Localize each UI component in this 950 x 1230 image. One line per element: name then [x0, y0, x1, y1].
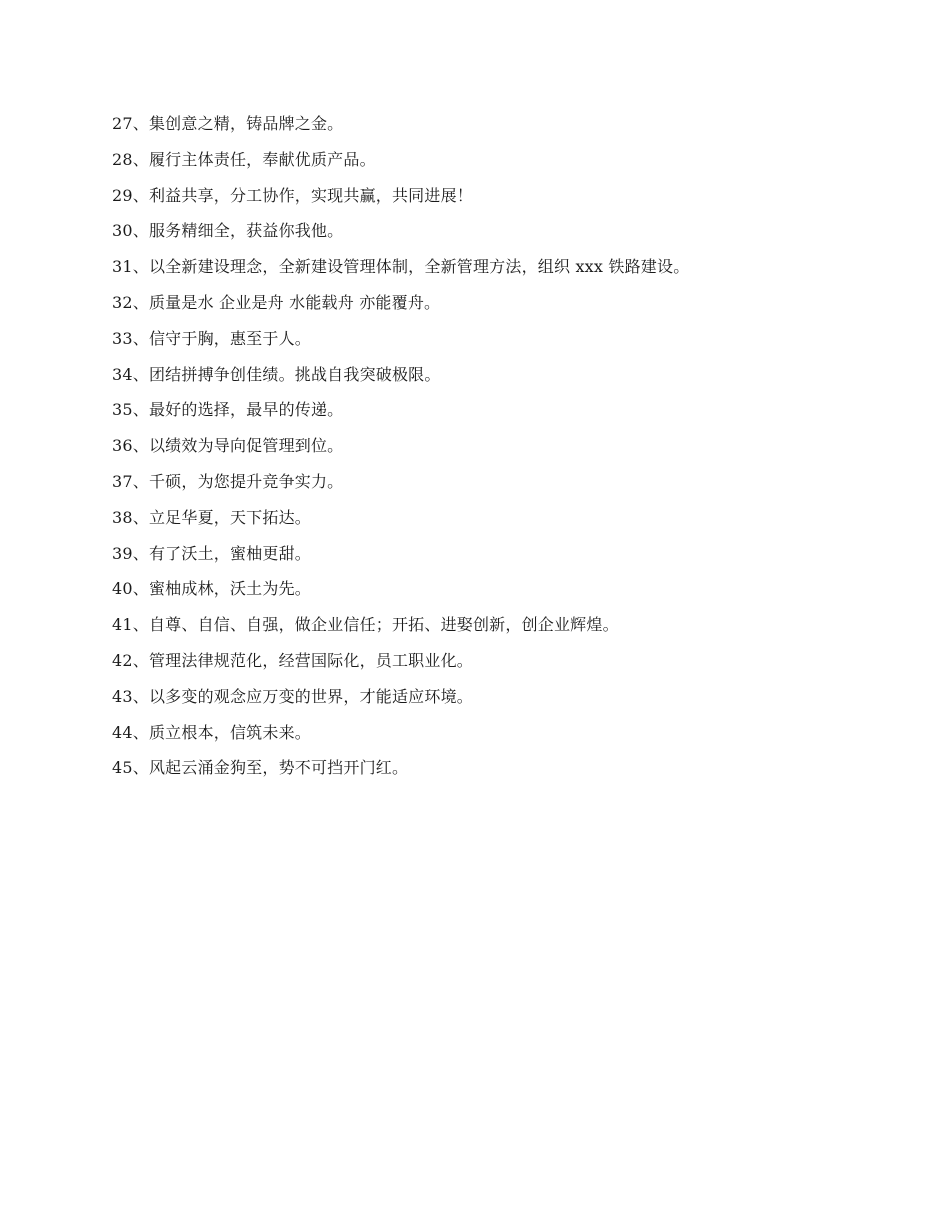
item-text: 利益共享，分工协作，实现共赢，共同进展！ [148, 185, 473, 205]
item-number: 34、 [112, 364, 149, 384]
item-text: 履行主体责任，奉献优质产品。 [148, 149, 376, 169]
list-item [112, 321, 872, 357]
list-item [112, 178, 872, 214]
item-number: 33、 [112, 328, 149, 348]
list-item [112, 500, 872, 536]
item-number: 35、 [112, 400, 149, 420]
list-item [112, 750, 872, 786]
item-text: 团结拼搏争创佳绩。挑战自我突破极限。 [148, 364, 441, 384]
item-text: 集创意之精，铸品牌之金。 [148, 114, 344, 133]
item-text: 管理法律规范化，经营国际化，员工职业化。 [148, 650, 473, 670]
item-number: 45、 [112, 758, 149, 778]
list-item [112, 357, 872, 393]
item-number: 29、 [112, 185, 149, 205]
slogan-list [112, 106, 872, 786]
item-number: 44、 [112, 722, 149, 742]
item-text: 质量是水 企业是舟 水能载舟 亦能覆舟。 [148, 292, 441, 312]
list-item [112, 464, 872, 500]
item-number: 43、 [112, 686, 149, 706]
list-item [112, 679, 872, 715]
item-text: 千硕，为您提升竞争实力。 [148, 471, 344, 491]
item-number: 27、 [112, 114, 149, 133]
item-number: 40、 [112, 579, 149, 599]
list-item [112, 213, 872, 249]
list-item [112, 142, 872, 178]
list-item [112, 643, 872, 679]
item-text: 自尊、自信、自强，做企业信任；开拓、进娶创新，创企业辉煌。 [148, 615, 619, 635]
item-number: 31、 [112, 257, 149, 277]
item-text: 立足华夏，天下拓达。 [148, 507, 311, 527]
item-number: 38、 [112, 507, 149, 527]
item-number: 32、 [112, 292, 149, 312]
item-number: 37、 [112, 471, 149, 491]
list-item [112, 106, 872, 142]
list-item [112, 392, 872, 428]
item-number: 41、 [112, 615, 149, 635]
item-number: 39、 [112, 543, 149, 563]
item-text: 以多变的观念应万变的世界，才能适应环境。 [148, 686, 473, 706]
list-item [112, 607, 872, 643]
item-number: 36、 [112, 436, 149, 456]
item-text: 最好的选择，最早的传递。 [148, 400, 344, 420]
item-text: 蜜柚成林，沃土为先。 [148, 579, 311, 599]
list-item [112, 571, 872, 607]
item-text: 以全新建设理念，全新建设管理体制，全新管理方法，组织 xxx 铁路建设。 [148, 257, 690, 277]
list-item [112, 428, 872, 464]
item-text: 有了沃土，蜜柚更甜。 [148, 543, 311, 563]
item-number: 42、 [112, 650, 149, 670]
list-item [112, 536, 872, 572]
item-number: 30、 [112, 221, 149, 241]
item-text: 风起云涌金狗至，势不可挡开门红。 [148, 758, 409, 778]
item-text: 服务精细全，获益你我他。 [148, 221, 344, 241]
item-text: 信守于胸，惠至于人。 [148, 328, 311, 348]
item-number: 28、 [112, 149, 149, 169]
item-text: 质立根本，信筑未来。 [148, 722, 311, 742]
item-text: 以绩效为导向促管理到位。 [148, 436, 344, 456]
list-item [112, 285, 872, 321]
list-item [112, 249, 872, 285]
list-item [112, 715, 872, 751]
